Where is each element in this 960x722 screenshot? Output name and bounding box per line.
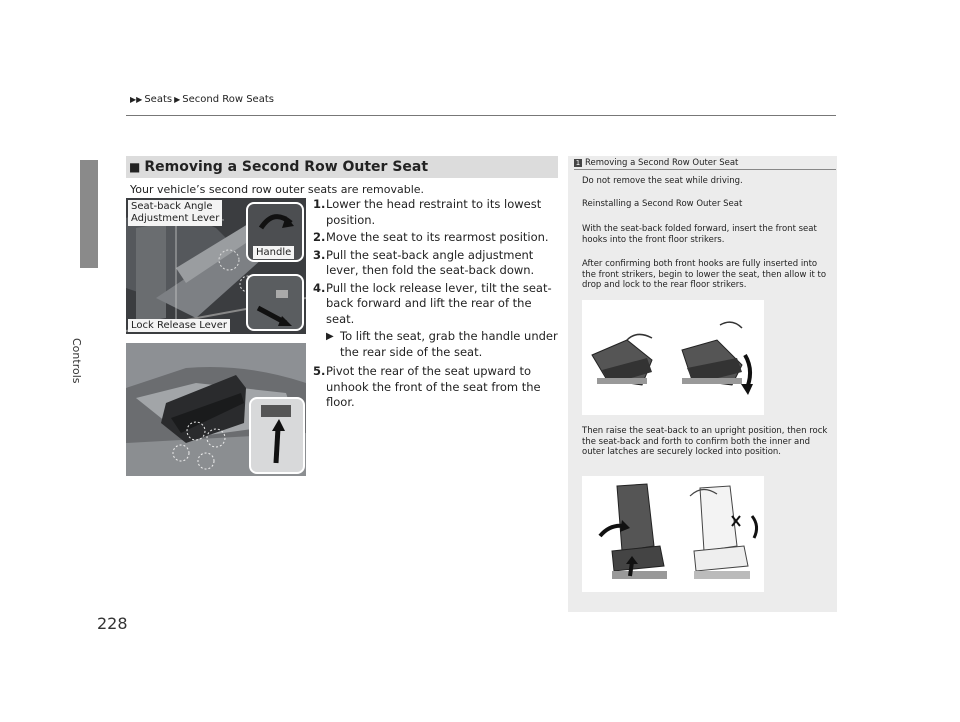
substep-arrow-icon: ▶ xyxy=(326,331,334,342)
breadcrumb-item-seats[interactable]: Seats xyxy=(144,94,173,105)
chapter-tab xyxy=(80,160,98,268)
section-title: Removing a Second Row Outer Seat xyxy=(144,159,429,175)
step-item: 2. Move the seat to its rearmost position. xyxy=(313,230,549,244)
note-paragraph: Do not remove the seat while driving. xyxy=(582,176,743,186)
upright-seat-figure xyxy=(582,476,764,592)
chapter-label: Controls xyxy=(70,338,83,384)
intro-text: Your vehicle’s second row outer seats are removable. xyxy=(130,183,425,196)
seat-removal-figure xyxy=(126,343,306,476)
upright-seat-illustration xyxy=(582,476,764,592)
step-item: 3. Pull the seat-back angle adjustment lever, then fold the seat-back down. xyxy=(313,247,535,277)
breadcrumb-arrow-icon: ▶ xyxy=(174,95,181,104)
note-paragraph: Then raise the seat-back to an upright position, then rock the seat-back and forth to confirm both the inner and outer latches are securely locked into position. xyxy=(582,426,828,457)
step-item: 5. Pivot the rear of the seat upward to unhook the front of the seat from the floor. xyxy=(313,364,541,409)
section-header xyxy=(126,156,558,178)
note-subheading: Reinstalling a Second Row Outer Seat xyxy=(582,199,743,209)
reinstall-illustration xyxy=(582,300,764,415)
breadcrumb xyxy=(130,94,274,105)
page-number: 228 xyxy=(97,614,128,633)
steps-list xyxy=(313,197,563,413)
note-paragraph: With the seat-back folded forward, insert the front seat hooks into the front floor strikers. xyxy=(582,224,817,245)
seat-removal-illustration xyxy=(126,343,306,476)
breadcrumb-arrow-icon: ▶▶ xyxy=(130,95,143,104)
breadcrumb-item-second-row[interactable]: Second Row Seats xyxy=(182,94,274,105)
reinstall-figure xyxy=(582,300,764,415)
note-title[interactable]: Removing a Second Row Outer Seat xyxy=(585,158,739,168)
step-item: 4. Pull the lock release lever, tilt the seat-back forward and lift the rear of the seat. xyxy=(313,280,552,326)
note-paragraph: After confirming both front hooks are fully inserted into the front strikers, begin to lower the seat, then allow it to drop and lock to the rear floor strikers. xyxy=(582,259,827,290)
lock-release-lever-label: Lock Release Lever xyxy=(128,319,230,332)
header-rule xyxy=(126,115,836,116)
handle-label: Handle xyxy=(253,246,294,259)
section-square-icon: ■ xyxy=(129,160,141,174)
note-header xyxy=(574,158,836,170)
step-item: 1. Lower the head restraint to its lowest position. xyxy=(313,197,542,227)
substep-item: ▶ To lift the seat, grab the handle under the rear side of the seat. xyxy=(326,329,558,359)
note-index-badge: 1 xyxy=(575,159,581,167)
seat-back-lever-label: Seat-back Angle Adjustment Lever xyxy=(128,200,222,226)
